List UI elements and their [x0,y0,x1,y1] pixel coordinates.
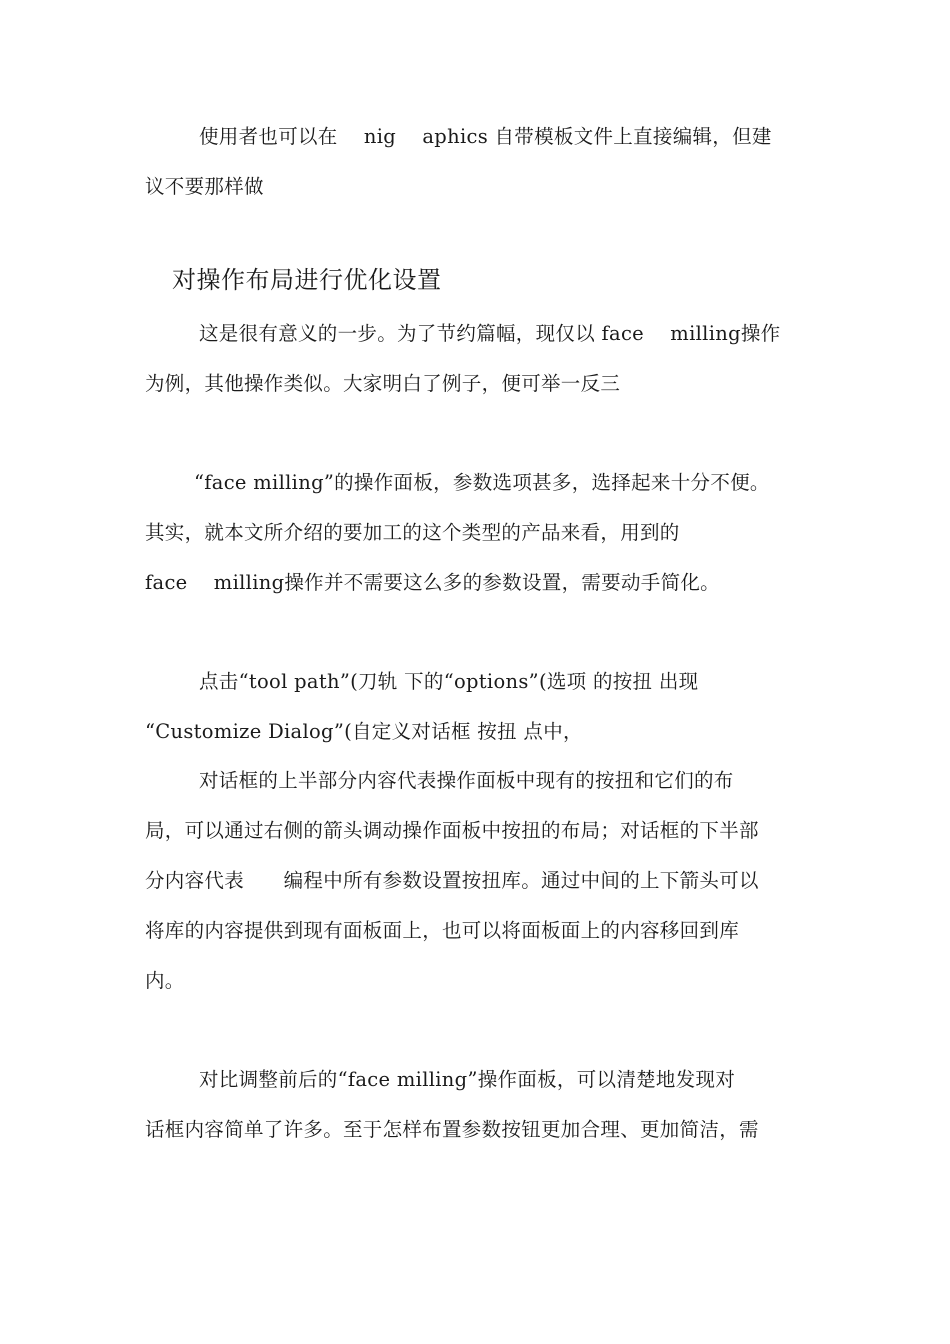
text-line: “face milling”的操作面板，参数选项甚多，选择起来十分不便。 [194,471,770,494]
text-line: 点击“tool path”(刀轨 下的“options”(选项 的按扭 出现 [199,670,699,693]
text-line: 对话框的上半部分内容代表操作面板中现有的按扭和它们的布 [199,769,734,792]
text-line: face milling操作并不需要这么多的参数设置，需要动手简化。 [145,571,720,594]
text-line: 议不要那样做 [145,175,264,198]
text-line: “Customize Dialog”(自定义对话框 按扭 点中， [145,720,583,743]
text-line: 为例，其他操作类似。大家明白了例子，便可举一反三 [145,372,621,395]
text-line: 局，可以通过右侧的箭头调动操作面板中按扭的布局；对话框的下半部 [145,819,759,842]
text-line: 其实，就本文所介绍的要加工的这个类型的产品来看，用到的 [145,521,680,544]
text-line: 话框内容简单了许多。至于怎样布置参数按钮更加合理、更加简洁，需 [145,1118,759,1141]
section-heading: 对操作布局进行优化设置 [172,266,442,294]
text-line: 这是很有意义的一步。为了节约篇幅，现仅以 face milling操作 [199,322,781,345]
text-line: 分内容代表 编程中所有参数设置按扭库。通过中间的上下箭头可以 [145,869,759,892]
text-line: 将库的内容提供到现有面板面上，也可以将面板面上的内容移回到库 [145,919,740,942]
text-line: 对比调整前后的“face milling”操作面板，可以清楚地发现对 [199,1068,736,1091]
text-line: 内。 [145,969,185,992]
text-line: 使用者也可以在 nig aphics 自带模板文件上直接编辑，但建 [199,125,772,148]
